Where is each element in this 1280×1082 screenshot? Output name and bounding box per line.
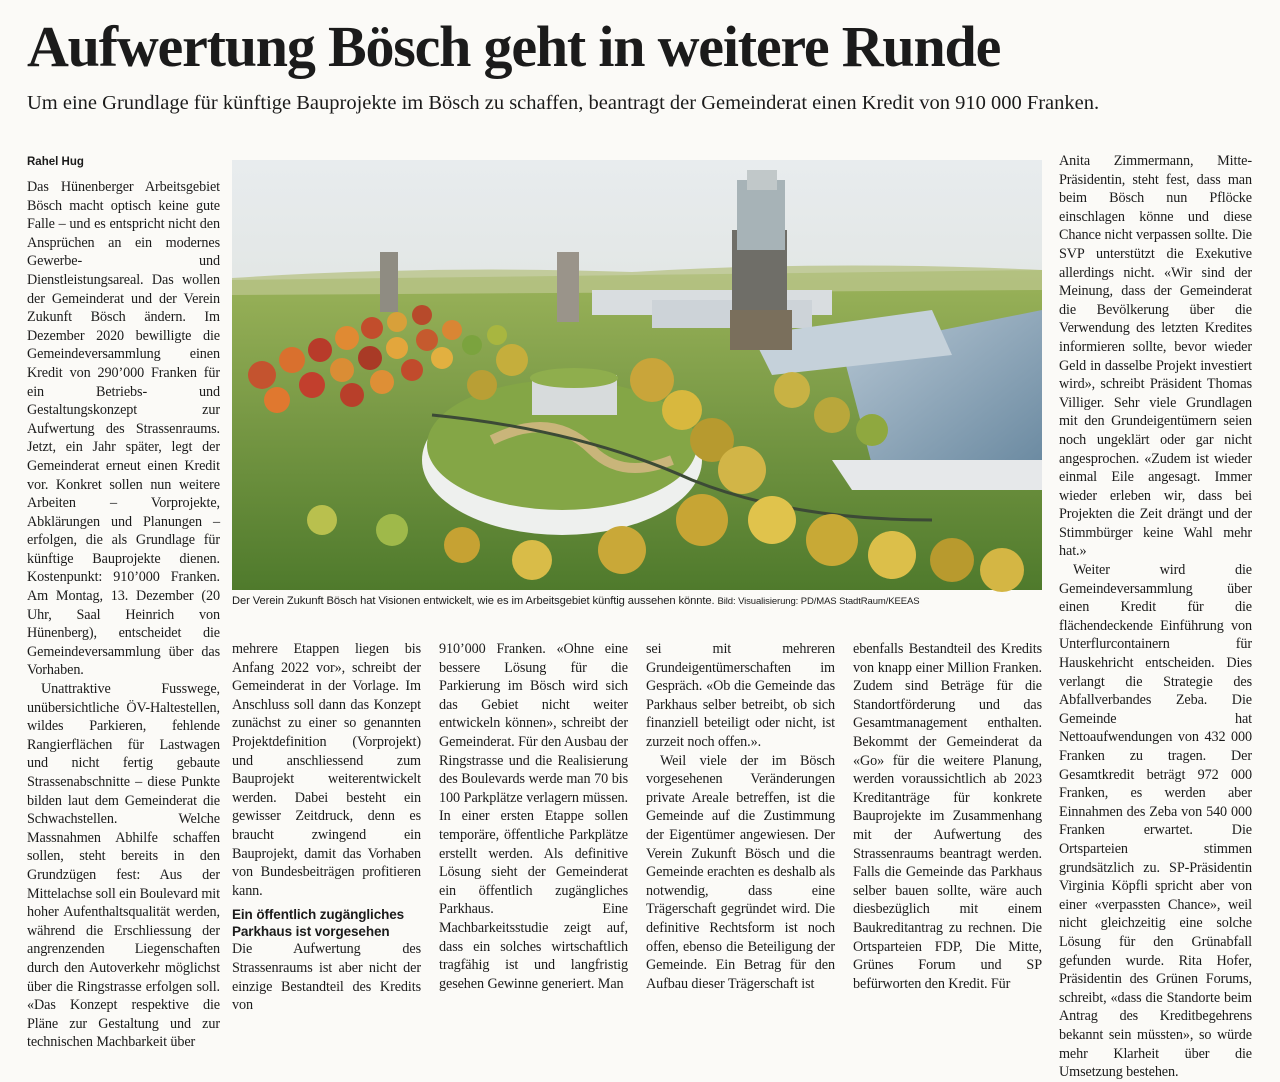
paragraph: 910’000 Franken. «Ohne eine bessere Lösung für die Parkierung im Bösch wird sich das Gebiet nicht weiter entwickeln können», schreibt der Gemeinderat. Für den Ausbau der Ringstrasse und die Realisierung des Boulevards werde man 70 bis 100 Parkplätze verlagern müssen. In einer ersten Etappe sollen temporäre, öffentliche Parkplätze erstellt werden. Als definitive Lösung sieht der Gemeinderat ein öffentlich zugängliches Parkhaus. Eine Machbarkeitsstudie zeigt auf, dass ein solches wirtschaftlich tragfähig ist und langfristig gesehen Gewinne generiert. Man xyxy=(439,641,628,992)
image-caption xyxy=(232,594,1042,609)
column-5 xyxy=(853,640,1042,992)
column-6 xyxy=(1059,152,1252,1081)
paragraph: ebenfalls Bestandteil des Kredits von knapp einer Million Franken. Zudem sind Beträge für die Standortförderung und das Gesamtmanagement enthalten. Bekommt der Gemeinderat da «Go» für die weitere Planung, werden voraussichtlich ab 2023 Kreditanträge für konkrete Bauprojekte im Zusammenhang mit der Aufwertung des Strassenraums beantragt werden. Falls die Gemeinde das Parkhaus selber bauen sollte, wäre auch diesbezüglich mit einem Baukreditantrag zu rechnen. Die Ortsparteien FDP, Die Mitte, Grünes Forum und SP befürworten den Kredit. Für xyxy=(853,641,1042,992)
paragraph: Weiter wird die Gemeindeversammlung über einen Kredit für die flächendeckende Einführung von Unterflurcontainern für Hauskehricht entscheiden. Dies verlangt die Strategie des Abfallverbandes Zeba. Die Gemeinde hat Nettoaufwendungen von 432 000 Franken zu tragen. Der Gesamtkredit beträgt 972 000 Franken, es werden aber Einnahmen des Zeba von 540 000 Franken erwartet. Die Ortsparteien stimmen grundsätzlich zu. SP-Präsidentin Virginia Köpfli spricht aber von einer «verpassten Chance», weil nicht gleichzeitig eine solche Lösung für den Grünabfall gefunden wurde. Rita Hofer, Präsidentin des Grünen Forums, schreibt, «dass die Standorte beim Antrag des Kreditbegehrens bekannt sein müssten», so würde mehr Klarheit über die Umsetzung bestehen. xyxy=(1059,562,1252,1081)
lead-text: Um eine Grundlage für künftige Bauprojekte im Bösch zu schaffen, beantragt der Gemeinderat einen Kredit von 910 000 Franken. xyxy=(27,92,1100,114)
column-4 xyxy=(646,640,835,992)
subheading: Ein öffentlich zugängliches Parkhaus ist vorgesehen xyxy=(232,907,405,940)
author-byline: Rahel Hug xyxy=(27,156,84,168)
paragraph: sei mit mehreren Grundeigentümerschaften im Gespräch. «Ob die Gemeinde das Parkhaus selber betreibt, ob sich finanziell beteiligt oder nicht, ist zurzeit noch offen.». xyxy=(646,641,835,750)
paragraph: Anita Zimmermann, Mitte-Präsidentin, steht fest, dass man beim Bösch nun Pflöcke einschlagen könne und diese Chance nicht verpassen sollte. Die SVP unterstützt die Exekutive allerdings nicht. «Wir sind der Meinung, dass der Gemeinderat die Bevölkerung über die Verwendung des letzten Kredites informieren sollte, bevor wieder Geld in dasselbe Projekt investiert wird», schreibt Präsident Thomas Villiger. Sehr viele Grundlagen mit den Grundeigentümern seien noch ungeklärt oder gar nicht angesprochen. «Zudem ist wieder einmal Eile angesagt. Immer wieder erleben wir, dass bei Projekten die Zeit drängt und der Stimmbürger keine Wahl mehr hat.» xyxy=(1059,153,1252,560)
caption-text: Der Verein Zukunft Bösch hat Visionen entwickelt, wie es im Arbeitsgebiet künftig aussehen könnte. xyxy=(232,595,715,607)
image-credit: Bild: Visualisierung: PD/MAS StadtRaum/KEEAS xyxy=(717,596,920,607)
column-2 xyxy=(232,640,421,1014)
paragraph: Das Hünenberger Arbeitsgebiet Bösch macht optisch keine gute Falle – und es entspricht nicht den Ansprüchen an ein modernes Gewerbe- und Dienstleistungsareal. Das wollen der Gemeinderat und der Verein Zukunft Bösch ändern. Im Dezember 2020 bewilligte die Gemeindeversammlung einen Kredit von 290’000 Franken für ein Betriebs- und Gestaltungskonzept zur Aufwertung des Strassenraums. Jetzt, ein Jahr später, legt der Gemeinderat erneut einen Kredit vor. Konkret sollen nun weitere Arbeiten – Vorprojekte, Abklärungen und Planungen – erfolgen, die als Grundlage für künftige Bauprojekte dienen. Kostenpunkt: 910’000 Franken. Am Montag, 13. Dezember (20 Uhr, Saal Heinrich von Hünenberg), entscheidet die Gemeindeversammlung über das Vorhaben. xyxy=(27,179,220,679)
paragraph: Die Aufwertung des Strassenraums ist aber nicht der einzige Bestandteil des Kredits von xyxy=(232,941,421,1014)
visualisation-image xyxy=(232,160,1042,590)
paragraph: Weil viele der im Bösch vorgesehenen Veränderungen private Areale betreffen, ist die Gemeinde auf die Zustimmung der Eigentümer angewiesen. Der Verein Zukunft Bösch und die Gemeinde erachten es deshalb als notwendig, dass eine Trägerschaft gegründet wird. Die definitive Rechtsform ist noch offen, ebenso die Beteiligung der Gemeinde. Ein Betrag für den Aufbau dieser Trägerschaft ist xyxy=(646,752,835,992)
column-3 xyxy=(439,640,628,992)
paragraph: mehrere Etappen liegen bis Anfang 2022 vor», schreibt der Gemeinderat in der Vorlage. Im Anschluss soll dann das Konzept zunächst zu einer so genannten Projektdefinition (Vorprojekt) und anschliessend zum Bauprojekt weiterentwickelt werden. Dabei besteht ein gewisser Zeitdruck, denn es braucht zwingend ein Bauprojekt, damit das Vorhaben von Bundesbeiträgen profitieren kann. xyxy=(232,641,421,899)
headline: Aufwertung Bösch geht in weitere Runde xyxy=(27,14,1001,79)
paragraph: Unattraktive Fusswege, unübersichtliche ÖV-Haltestellen, wildes Parkieren, fehlende Rangierflächen für Lastwagen und nicht fertig gebaute Strassenabschnitte – diese Punkte bilden laut dem Gemeinderat die Schwachstellen. Welche Massnahmen Abhilfe schaffen sollen, steht bereits in den Grundzügen fest: Aus der Mittelachse soll ein Boulevard mit hoher Aufenthaltsqualität werden, während die Erschliessung der angrenzenden Liegenschaften durch den Autoverkehr möglichst über die Ringstrasse erfolgen soll. «Das Konzept respektive die Pläne zur Gestaltung und zur technischen Machbarkeit über xyxy=(27,681,220,1051)
park-landscape-illustration xyxy=(232,160,1042,590)
column-1 xyxy=(27,178,220,1051)
